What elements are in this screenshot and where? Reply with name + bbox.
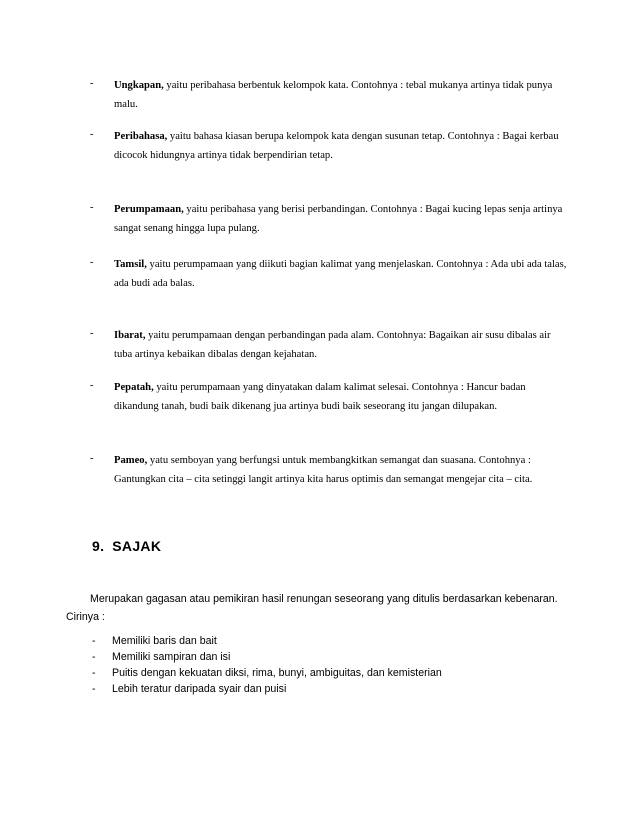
term-label: Peribahasa, (114, 131, 168, 142)
section-paragraph (66, 590, 566, 626)
ciri-text: Memiliki baris dan bait (112, 635, 217, 647)
ciri-item (92, 649, 572, 665)
term-definition: yaitu peribahasa yang berisi perbandingan. Contohnya : Bagai kucing lepas senja artinya sangat senang hingga lupa pulang. (114, 204, 563, 234)
term-definition: yaitu peribahasa berbentuk kelompok kata. Contohnya : tebal mukanya artinya tidak punya malu. (114, 80, 553, 110)
section-number: 9. (92, 538, 105, 554)
ciri-item (92, 633, 572, 649)
term-definition: yaitu perumpamaan yang dinyatakan dalam kalimat selesai. Contohnya : Hancur badan dikandung tanah, budi baik dikenang jua artinya budi baik seseorang itu jangan dilupakan. (114, 382, 526, 412)
term-label: Ibarat, (114, 330, 146, 341)
section-title: SAJAK (112, 538, 162, 554)
ciri-list (92, 633, 572, 697)
term-label: Pameo, (114, 455, 148, 466)
ciri-text: Lebih teratur daripada syair dan puisi (112, 683, 287, 695)
bullet-dash: - (90, 129, 94, 140)
bullet-dash: - (90, 380, 94, 391)
bullet-dash: - (90, 257, 94, 268)
bullet-dash: - (92, 635, 96, 647)
term-definition: yaitu perumpamaan yang diikuti bagian kalimat yang menjelaskan. Contohnya : Ada ubi ada talas, ada budi ada balas. (114, 259, 567, 289)
bullet-dash: - (92, 667, 96, 679)
bullet-dash: - (90, 328, 94, 339)
ciri-item (92, 681, 572, 697)
term-definition: yatu semboyan yang berfungsi untuk membangkitkan semangat dan suasana. Contohnya : Gantungkan cita – cita setinggi langit artinya kita harus optimis dan semangat mengejar cita – cita. (114, 455, 533, 485)
bullet-dash: - (90, 78, 94, 89)
term-definition: yaitu bahasa kiasan berupa kelompok kata dengan susunan tetap. Contohnya : Bagai kerbau dicocok hidungnya artinya tidak berpendirian tetap. (114, 131, 559, 161)
bullet-dash: - (92, 683, 96, 695)
bullet-dash: - (90, 453, 94, 464)
term-label: Ungkapan, (114, 80, 164, 91)
section-heading (92, 538, 161, 554)
paragraph-text: Merupakan gagasan atau pemikiran hasil renungan seseorang yang ditulis berdasarkan kebenaran. Cirinya : (66, 593, 558, 623)
term-definition: yaitu perumpamaan dengan perbandingan pada alam. Contohnya: Bagaikan air susu dibalas air tuba artinya kebaikan dibalas dengan kejahatan. (114, 330, 551, 360)
ciri-item (92, 665, 572, 681)
ciri-text: Puitis dengan kekuatan diksi, rima, bunyi, ambiguitas, dan kemisterian (112, 667, 442, 679)
term-label: Perumpamaan, (114, 204, 184, 215)
term-label: Tamsil, (114, 259, 147, 270)
term-label: Pepatah, (114, 382, 154, 393)
bullet-dash: - (90, 202, 94, 213)
bullet-dash: - (92, 651, 96, 663)
ciri-text: Memiliki sampiran dan isi (112, 651, 231, 663)
